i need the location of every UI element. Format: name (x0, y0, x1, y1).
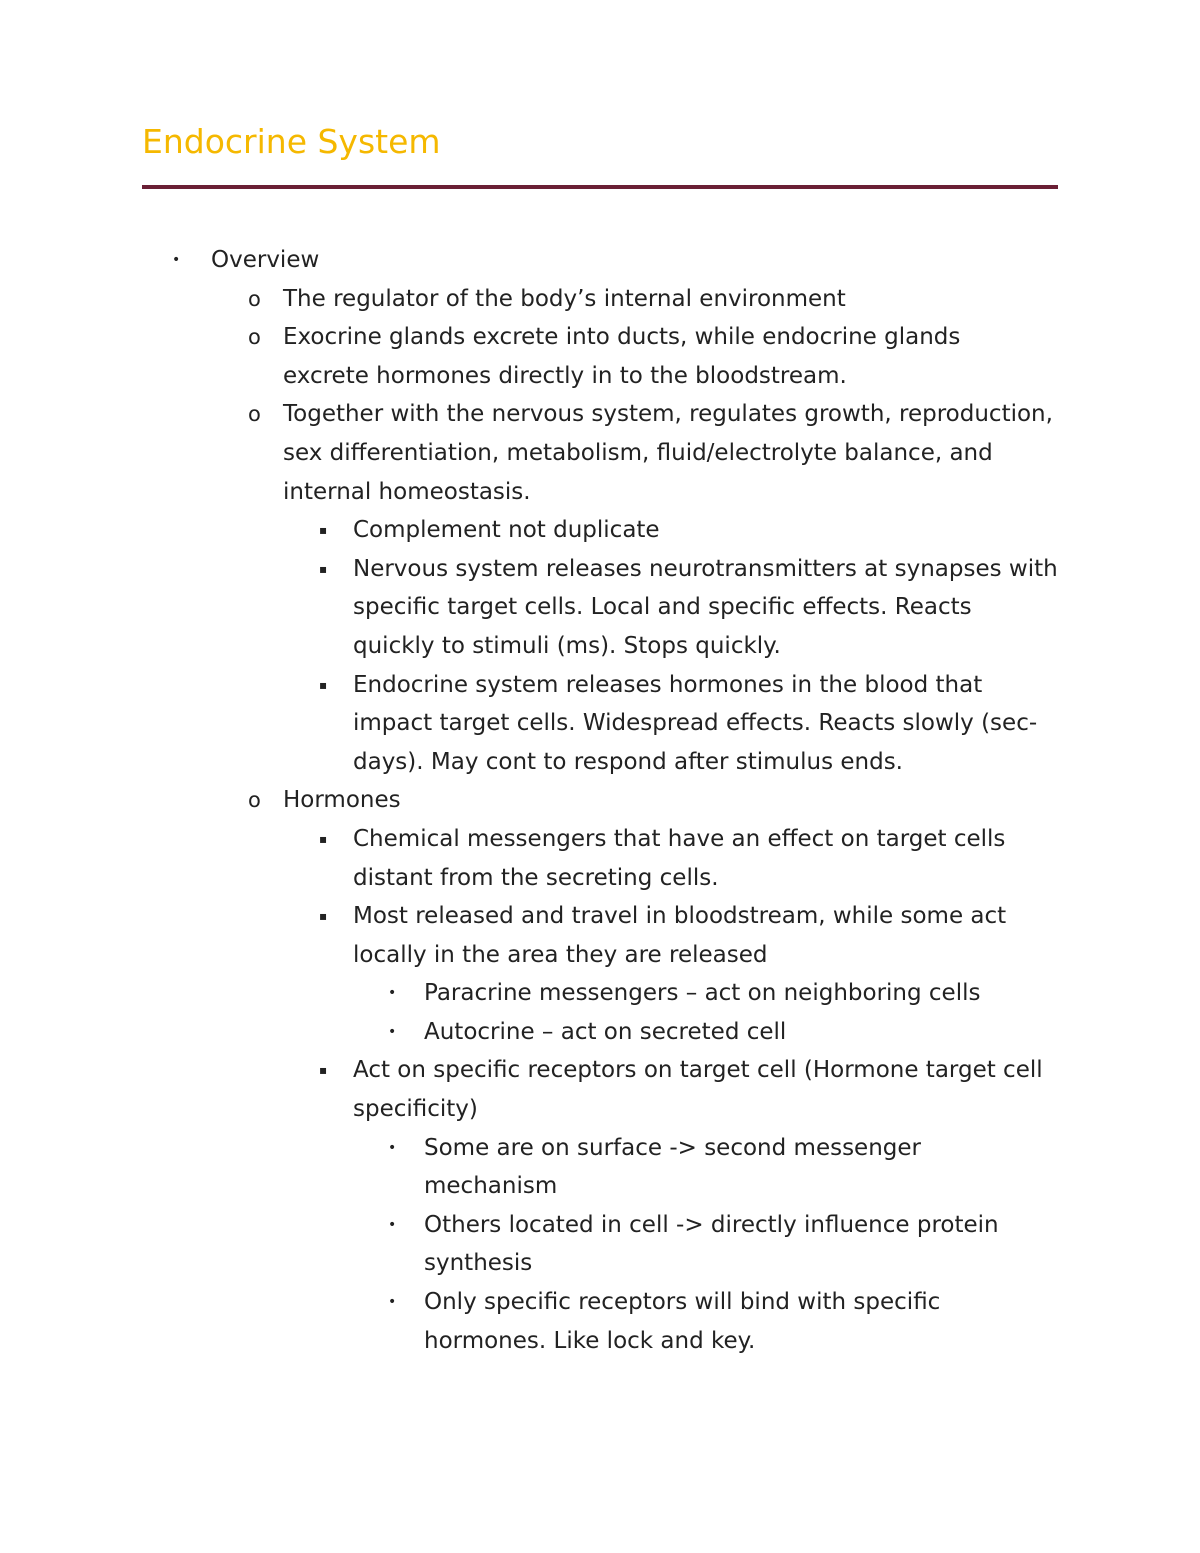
title-underline (142, 185, 1058, 189)
list-item (0, 1129, 1200, 1206)
bullet-dot-icon: • (388, 985, 397, 1002)
bullet-dot-icon: • (388, 1216, 397, 1233)
square-bullet-icon: ▪ (319, 561, 328, 576)
list-item (0, 781, 1200, 820)
list-item (0, 1051, 1200, 1128)
list-item-text: Chemical messengers that have an effect on target cells distant from the secreting cells. (353, 825, 1006, 891)
bullet-dot-icon: • (388, 1139, 397, 1156)
outline-list (0, 241, 1200, 1360)
circle-o-icon: o (248, 402, 261, 427)
list-item-text: Only specific receptors will bind with specific hormones. Like lock and key. (424, 1289, 941, 1354)
circle-o-icon: o (248, 286, 261, 311)
list-item-text: Together with the nervous system, regulates growth, reproduction, sex differentiation, metabolism, fluid/electrolyte balance, and internal homeostasis. (283, 401, 1053, 505)
list-item-text: Overview (211, 247, 320, 273)
list-item-text: Complement not duplicate (353, 517, 660, 544)
square-bullet-icon: ▪ (319, 909, 328, 924)
list-item-text: Hormones (283, 787, 401, 814)
list-item-text: The regulator of the body’s internal environment (283, 285, 846, 312)
list-item-text: Most released and travel in bloodstream, while some act locally in the area they are released (353, 903, 1007, 968)
list-item (0, 1013, 1200, 1052)
list-item-text: Others located in cell -> directly influence protein synthesis (424, 1211, 999, 1277)
list-item (0, 241, 1200, 280)
list-item-text: Autocrine – act on secreted cell (424, 1018, 787, 1045)
list-item (0, 550, 1200, 666)
list-item (0, 974, 1200, 1013)
list-item-text: Some are on surface -> second messenger mechanism (424, 1134, 921, 1200)
list-item (0, 897, 1200, 974)
list-item (0, 318, 1200, 395)
bullet-dot-icon: • (388, 1023, 397, 1040)
bullet-dot-icon: • (172, 252, 181, 268)
square-bullet-icon: ▪ (319, 1063, 328, 1078)
list-item (0, 280, 1200, 319)
list-item (0, 395, 1200, 511)
list-item (0, 511, 1200, 550)
circle-o-icon: o (248, 788, 261, 813)
circle-o-icon: o (248, 325, 261, 350)
list-item (0, 820, 1200, 897)
list-item-text: Endocrine system releases hormones in the blood that impact target cells. Widespread effects. Reacts slowly (sec-days). May cont to respond after stimulus ends. (353, 671, 1038, 775)
document-title: Endocrine System (142, 122, 441, 161)
list-item (0, 1206, 1200, 1283)
bullet-dot-icon: • (388, 1294, 397, 1311)
list-item-text: Paracrine messengers – act on neighboring cells (424, 980, 981, 1007)
list-item (0, 666, 1200, 782)
list-item (0, 1283, 1200, 1360)
square-bullet-icon: ▪ (319, 831, 328, 846)
list-item-text: Act on specific receptors on target cell (Hormone target cell specificity) (353, 1057, 1043, 1123)
list-item-text: Exocrine glands excrete into ducts, while endocrine glands excrete hormones directly in to the bloodstream. (283, 324, 961, 389)
list-item-text: Nervous system releases neurotransmitters at synapses with specific target cells. Local and specific effects. Reacts quickly to stimuli (ms). Stops quickly. (353, 555, 1058, 659)
square-bullet-icon: ▪ (319, 677, 328, 692)
square-bullet-icon: ▪ (319, 523, 328, 538)
